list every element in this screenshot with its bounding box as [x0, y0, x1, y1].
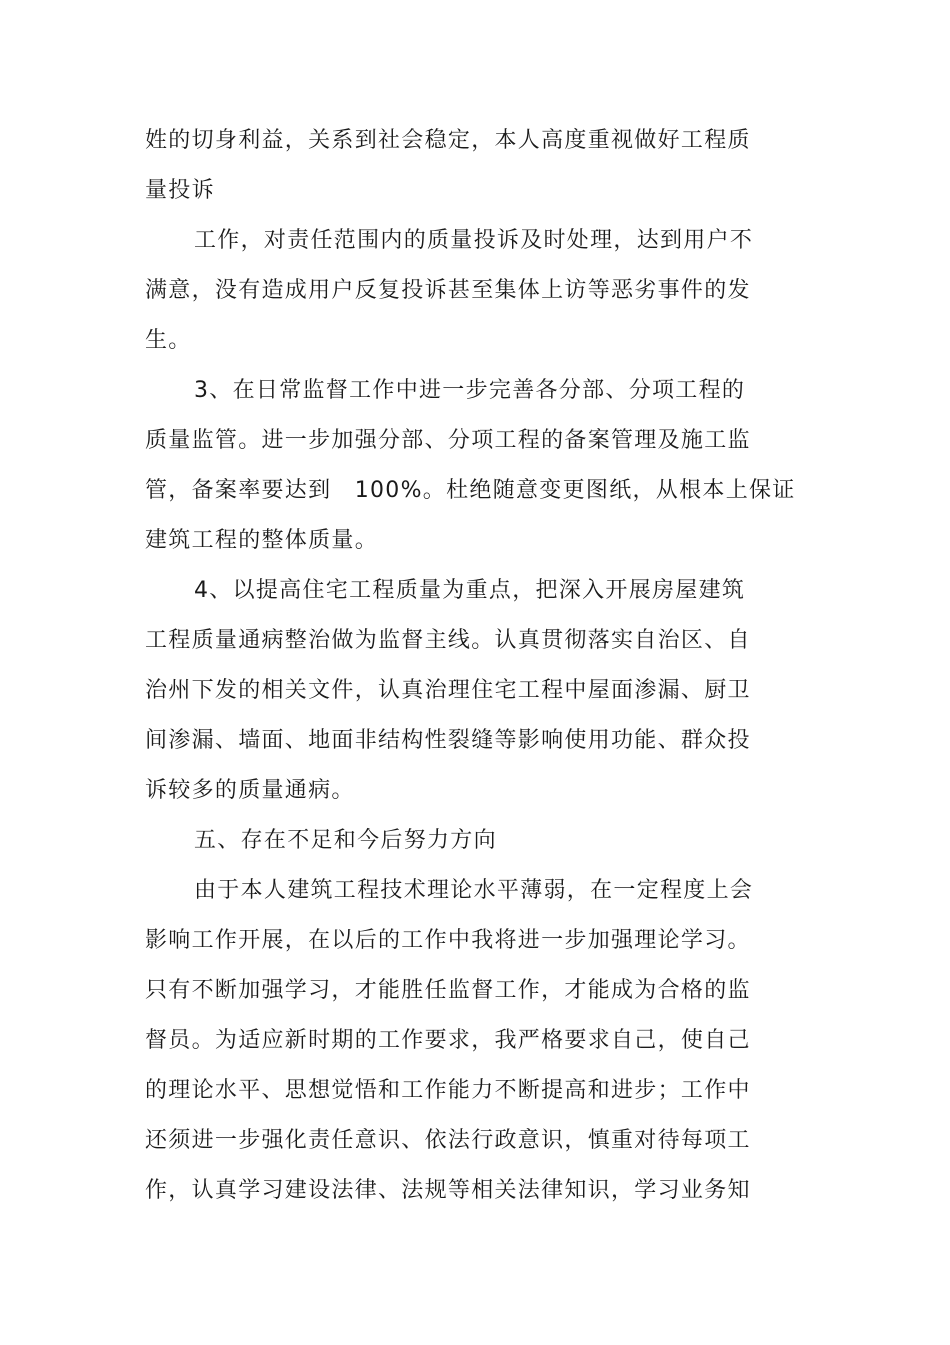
text-line: 姓的切身利益，关系到社会稳定，本人高度重视做好工程质 [145, 128, 751, 153]
text-line: 还须进一步强化责任意识、依法行政意识，慎重对待每项工 [145, 1128, 751, 1153]
text-line: 影响工作开展，在以后的工作中我将进一步加强理论学习。 [145, 928, 751, 953]
text-line: 的理论水平、思想觉悟和工作能力不断提高和进步；工作中 [145, 1078, 751, 1103]
text-line: 间渗漏、墙面、地面非结构性裂缝等影响使用功能、群众投 [145, 728, 751, 753]
text-line: 督员。为适应新时期的工作要求，我严格要求自己，使自己 [145, 1028, 751, 1053]
text-line: 生。 [145, 328, 192, 353]
text-line: 治州下发的相关文件，认真治理住宅工程中屋面渗漏、厨卫 [145, 678, 751, 703]
text-line: 只有不断加强学习，才能胜任监督工作，才能成为合格的监 [145, 978, 751, 1003]
text-line: 诉较多的质量通病。 [145, 778, 355, 803]
text-line: 工作，对责任范围内的质量投诉及时处理，达到用户不 [194, 228, 754, 253]
text-line: 作，认真学习建设法律、法规等相关法律知识，学习业务知 [145, 1178, 751, 1203]
text-line: 4、以提高住宅工程质量为重点，把深入开展房屋建筑 [194, 578, 746, 603]
text-line: 建筑工程的整体质量。 [145, 528, 379, 553]
text-line: 由于本人建筑工程技术理论水平薄弱，在一定程度上会 [194, 878, 754, 903]
section-heading: 五、存在不足和今后努力方向 [194, 828, 497, 853]
text-line: 管，备案率要达到 100%。杜绝随意变更图纸，从根本上保证 [145, 478, 796, 503]
text-line: 3、在日常监督工作中进一步完善各分部、分项工程的 [194, 378, 746, 403]
text-line: 量投诉 [145, 178, 215, 203]
text-line: 满意，没有造成用户反复投诉甚至集体上访等恶劣事件的发 [145, 278, 751, 303]
text-line: 质量监管。进一步加强分部、分项工程的备案管理及施工监 [145, 428, 751, 453]
text-line: 工程质量通病整治做为监督主线。认真贯彻落实自治区、自 [145, 628, 751, 653]
